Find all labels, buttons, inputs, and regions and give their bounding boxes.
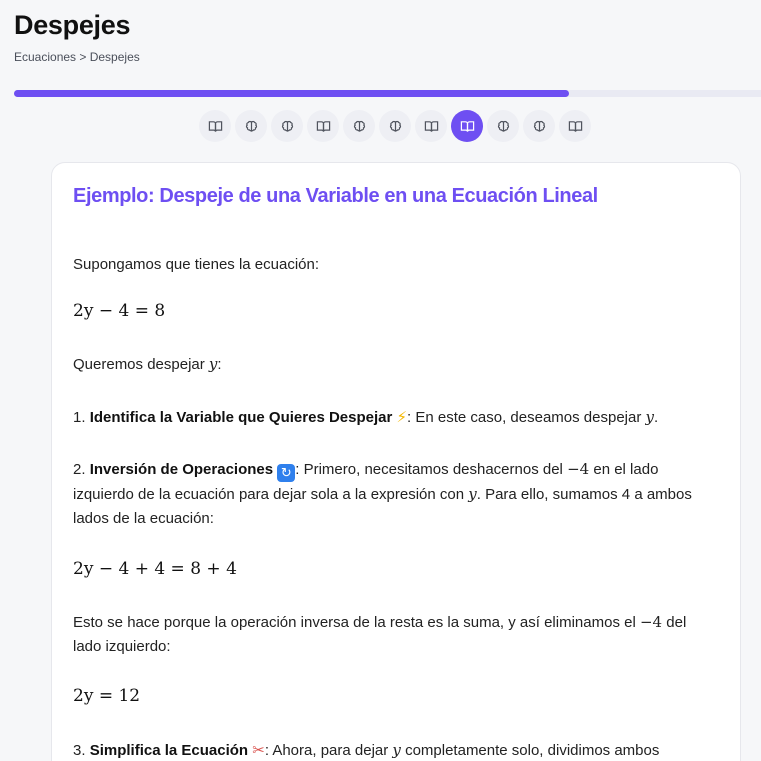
step-2-text (73, 457, 713, 531)
variable-y: y (392, 741, 401, 759)
step-1-heading: Identifica la Variable que Quieres Despejar (89, 409, 393, 426)
book-icon (316, 119, 331, 134)
step-9-brain-icon[interactable] (487, 110, 519, 142)
step-6-brain-icon[interactable] (379, 110, 411, 142)
step-2-brain-icon[interactable] (235, 110, 267, 142)
step-2-number: 2. (73, 461, 90, 478)
step-1-book-icon[interactable] (199, 110, 231, 142)
brain-icon (244, 119, 259, 134)
step-8-book-icon[interactable] (451, 110, 483, 142)
equation-3: 2y = 12 (73, 686, 141, 706)
step-1-text: 1. Identifica la Variable que Quieres Despejar ⚡: En este caso, deseamos despejar y. (73, 408, 659, 426)
step-1-body: : En este caso, deseamos despejar (407, 409, 646, 426)
step-2-heading: Inversión de Operaciones (89, 461, 274, 478)
header (14, 10, 140, 64)
step-3-number: 3. (73, 742, 90, 759)
step-3-body-b: completamente solo, dividimos ambos (400, 742, 660, 759)
brain-icon (388, 119, 403, 134)
lightning-icon: ⚡ (396, 408, 408, 426)
math-minus-4: −4 (567, 460, 590, 478)
step-11-book-icon[interactable] (559, 110, 591, 142)
brain-icon (532, 119, 547, 134)
intro-text: Supongamos que tienes la ecuación: (73, 256, 320, 273)
book-icon (460, 119, 475, 134)
step-1-number: 1. (73, 409, 90, 426)
step-3-heading: Simplifica la Ecuación (89, 742, 249, 759)
step-3-brain-icon[interactable] (271, 110, 303, 142)
math-minus-4: −4 (639, 613, 663, 631)
explanation-a: Esto se hace porque la operación inversa de la resta es la suma, y así eliminamos el (73, 614, 640, 631)
book-icon (424, 119, 439, 134)
book-icon (208, 119, 223, 134)
step-5-brain-icon[interactable] (343, 110, 375, 142)
equation-2: 2y − 4 + 4 = 8 + 4 (73, 559, 237, 579)
step-2-body-a: : Primero, necesitamos deshacernos del (295, 461, 568, 478)
goal-label: Queremos despejar (73, 356, 209, 373)
goal-text (73, 352, 713, 377)
step-2-body-b: en el lado izquierdo de la ecuación para dejar sola a la expresión con (73, 461, 659, 503)
goal-colon: : (217, 356, 222, 373)
book-icon (568, 119, 583, 134)
variable-y: y (208, 355, 218, 373)
variable-y: y (645, 408, 655, 426)
brain-icon (352, 119, 367, 134)
equation-1: 2y − 4 = 8 (73, 301, 166, 321)
step-4-book-icon[interactable] (307, 110, 339, 142)
step-3-text (73, 738, 713, 761)
explanation-text (73, 610, 713, 659)
variable-y: y (468, 485, 477, 503)
step-10-brain-icon[interactable] (523, 110, 555, 142)
scissors-icon: ✂ (252, 741, 265, 759)
step-7-book-icon[interactable] (415, 110, 447, 142)
refresh-icon: ↻ (277, 464, 295, 482)
brain-icon (496, 119, 511, 134)
progress-fill (14, 90, 569, 97)
step-navigation (199, 110, 591, 142)
breadcrumb[interactable]: Ecuaciones > Despejes (14, 50, 140, 64)
step-2-body-c: . Para ello, sumamos 4 a ambos lados de la ecuación: (73, 486, 692, 527)
explanation-b: del lado izquierdo: (73, 614, 687, 655)
step-3-body-a: : Ahora, para dejar (264, 742, 393, 759)
brain-icon (280, 119, 295, 134)
lesson-card (51, 162, 741, 761)
progress-bar (14, 90, 761, 97)
page-title: Despejes (14, 10, 131, 40)
lesson-title: Ejemplo: Despeje de una Variable en una Ecuación Lineal (73, 185, 598, 207)
